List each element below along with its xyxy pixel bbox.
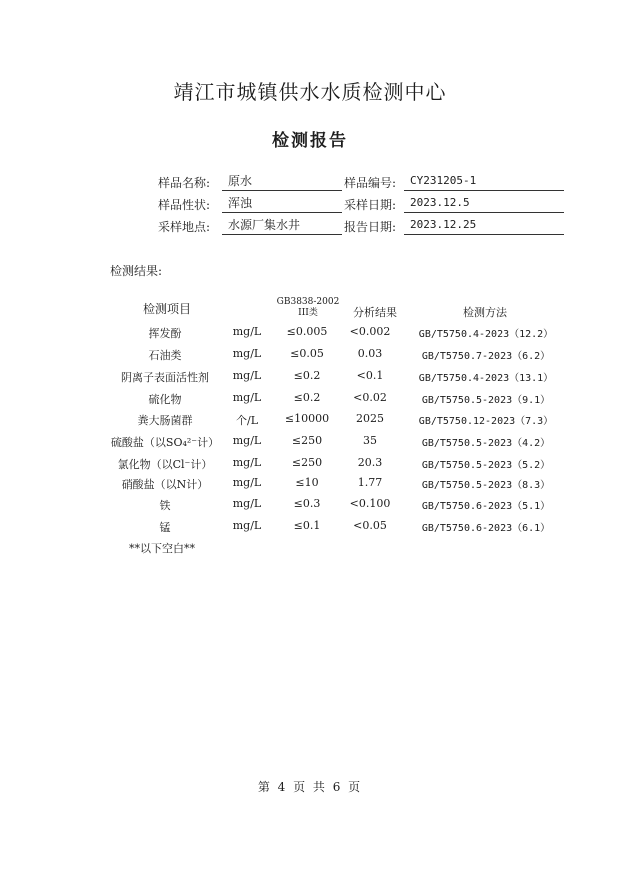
cell-item: 铁 (159, 499, 171, 512)
cell-result: 35 (363, 434, 377, 447)
cell-limit: ≤10 (295, 476, 319, 489)
cell-method: GB/T5750.12-2023（7.3） (418, 416, 554, 427)
cell-limit: ≤10000 (284, 412, 330, 425)
field-value: 原水 (222, 172, 342, 191)
cell-result: <0.02 (353, 391, 387, 404)
field-sampling-site (158, 216, 342, 236)
cell-method: GB/T5750.5-2023（5.2） (421, 460, 551, 471)
table-row (0, 325, 620, 345)
header-limit (268, 297, 348, 319)
cell-result: <0.1 (356, 369, 384, 382)
cell-result: 1.77 (357, 476, 383, 489)
field-sample-nature (158, 194, 342, 214)
cell-result: 2025 (356, 412, 384, 425)
cell-result: 20.3 (357, 456, 383, 469)
cell-limit: ≤0.05 (290, 347, 324, 360)
cell-result: <0.05 (353, 519, 387, 532)
cell-item: 硝酸盐（以N计） (121, 478, 209, 491)
field-label: 采样日期: (344, 198, 397, 212)
cell-result: <0.002 (349, 325, 391, 338)
field-sample-name (158, 172, 342, 192)
cell-limit: ≤0.1 (293, 519, 321, 532)
cell-limit: ≤250 (291, 456, 323, 469)
cell-item: 硫酸盐（以SO₄²⁻计） (110, 436, 220, 449)
table-row (0, 347, 620, 367)
field-value: 浑浊 (222, 194, 342, 213)
table-row (0, 519, 620, 539)
table-row (0, 476, 620, 496)
cell-unit: 个/L (235, 414, 258, 427)
cell-limit: ≤0.2 (293, 369, 321, 382)
field-value: 水源厂集水井 (222, 216, 342, 235)
cell-unit: mg/L (232, 497, 262, 510)
header-method: 检测方法 (463, 306, 507, 319)
cell-item: 挥发酚 (148, 327, 182, 340)
cell-unit: mg/L (232, 369, 262, 382)
cell-item: 硫化物 (148, 393, 182, 406)
header-result: 分析结果 (353, 306, 397, 319)
field-label: 样品性状: (158, 198, 211, 212)
cell-method: GB/T5750.6-2023（6.1） (421, 523, 551, 534)
cell-method: GB/T5750.6-2023（5.1） (421, 501, 551, 512)
report-title: 检测报告 (272, 131, 348, 151)
field-report-date (344, 216, 564, 236)
cell-method: GB/T5750.7-2023（6.2） (421, 351, 551, 362)
field-label: 采样地点: (158, 220, 211, 234)
cell-limit: ≤0.005 (286, 325, 328, 338)
cell-item: 阴离子表面活性剂 (121, 371, 209, 384)
field-value: 2023.12.5 (404, 194, 564, 213)
field-sample-no (344, 172, 564, 192)
header-item: 检测项目 (142, 302, 191, 316)
table-row (0, 497, 620, 517)
cell-limit: ≤0.2 (293, 391, 321, 404)
field-value: 2023.12.25 (404, 216, 564, 235)
table-row (0, 434, 620, 454)
cell-method: GB/T5750.5-2023（9.1） (421, 395, 551, 406)
org-title: 靖江市城镇供水水质检测中心 (173, 80, 447, 104)
cell-unit: mg/L (232, 519, 262, 532)
cell-unit: mg/L (232, 456, 262, 469)
table-row (0, 391, 620, 411)
field-value: CY231205-1 (404, 172, 564, 191)
header-limit-class: III类 (298, 308, 318, 318)
field-label: 报告日期: (344, 220, 397, 234)
table-row (0, 412, 620, 432)
cell-item: 石油类 (148, 349, 182, 362)
cell-method: GB/T5750.5-2023（4.2） (421, 438, 551, 449)
cell-unit: mg/L (232, 391, 262, 404)
cell-item: 粪大肠菌群 (137, 414, 193, 427)
cell-unit: mg/L (232, 347, 262, 360)
field-label: 样品名称: (158, 176, 211, 190)
table-row (0, 369, 620, 389)
cell-limit: ≤0.3 (293, 497, 321, 510)
results-label: 检测结果: (110, 264, 163, 278)
blank-note: **以下空白** (129, 542, 195, 555)
field-label: 样品编号: (344, 176, 397, 190)
table-row (0, 456, 620, 476)
cell-method: GB/T5750.4-2023（13.1） (418, 373, 554, 384)
cell-method: GB/T5750.5-2023（8.3） (421, 480, 551, 491)
field-sampling-date (344, 194, 564, 214)
cell-unit: mg/L (232, 476, 262, 489)
cell-limit: ≤250 (291, 434, 323, 447)
cell-result: 0.03 (357, 347, 383, 360)
cell-unit: mg/L (232, 434, 262, 447)
page-number: 第 4 页 共 6 页 (257, 780, 363, 794)
cell-item: 氯化物（以Cl⁻计） (117, 458, 213, 471)
cell-result: <0.100 (349, 497, 391, 510)
cell-item: 锰 (159, 521, 171, 534)
cell-method: GB/T5750.4-2023（12.2） (418, 329, 554, 340)
header-limit-standard: GB3838-2002 (276, 297, 340, 307)
cell-unit: mg/L (232, 325, 262, 338)
